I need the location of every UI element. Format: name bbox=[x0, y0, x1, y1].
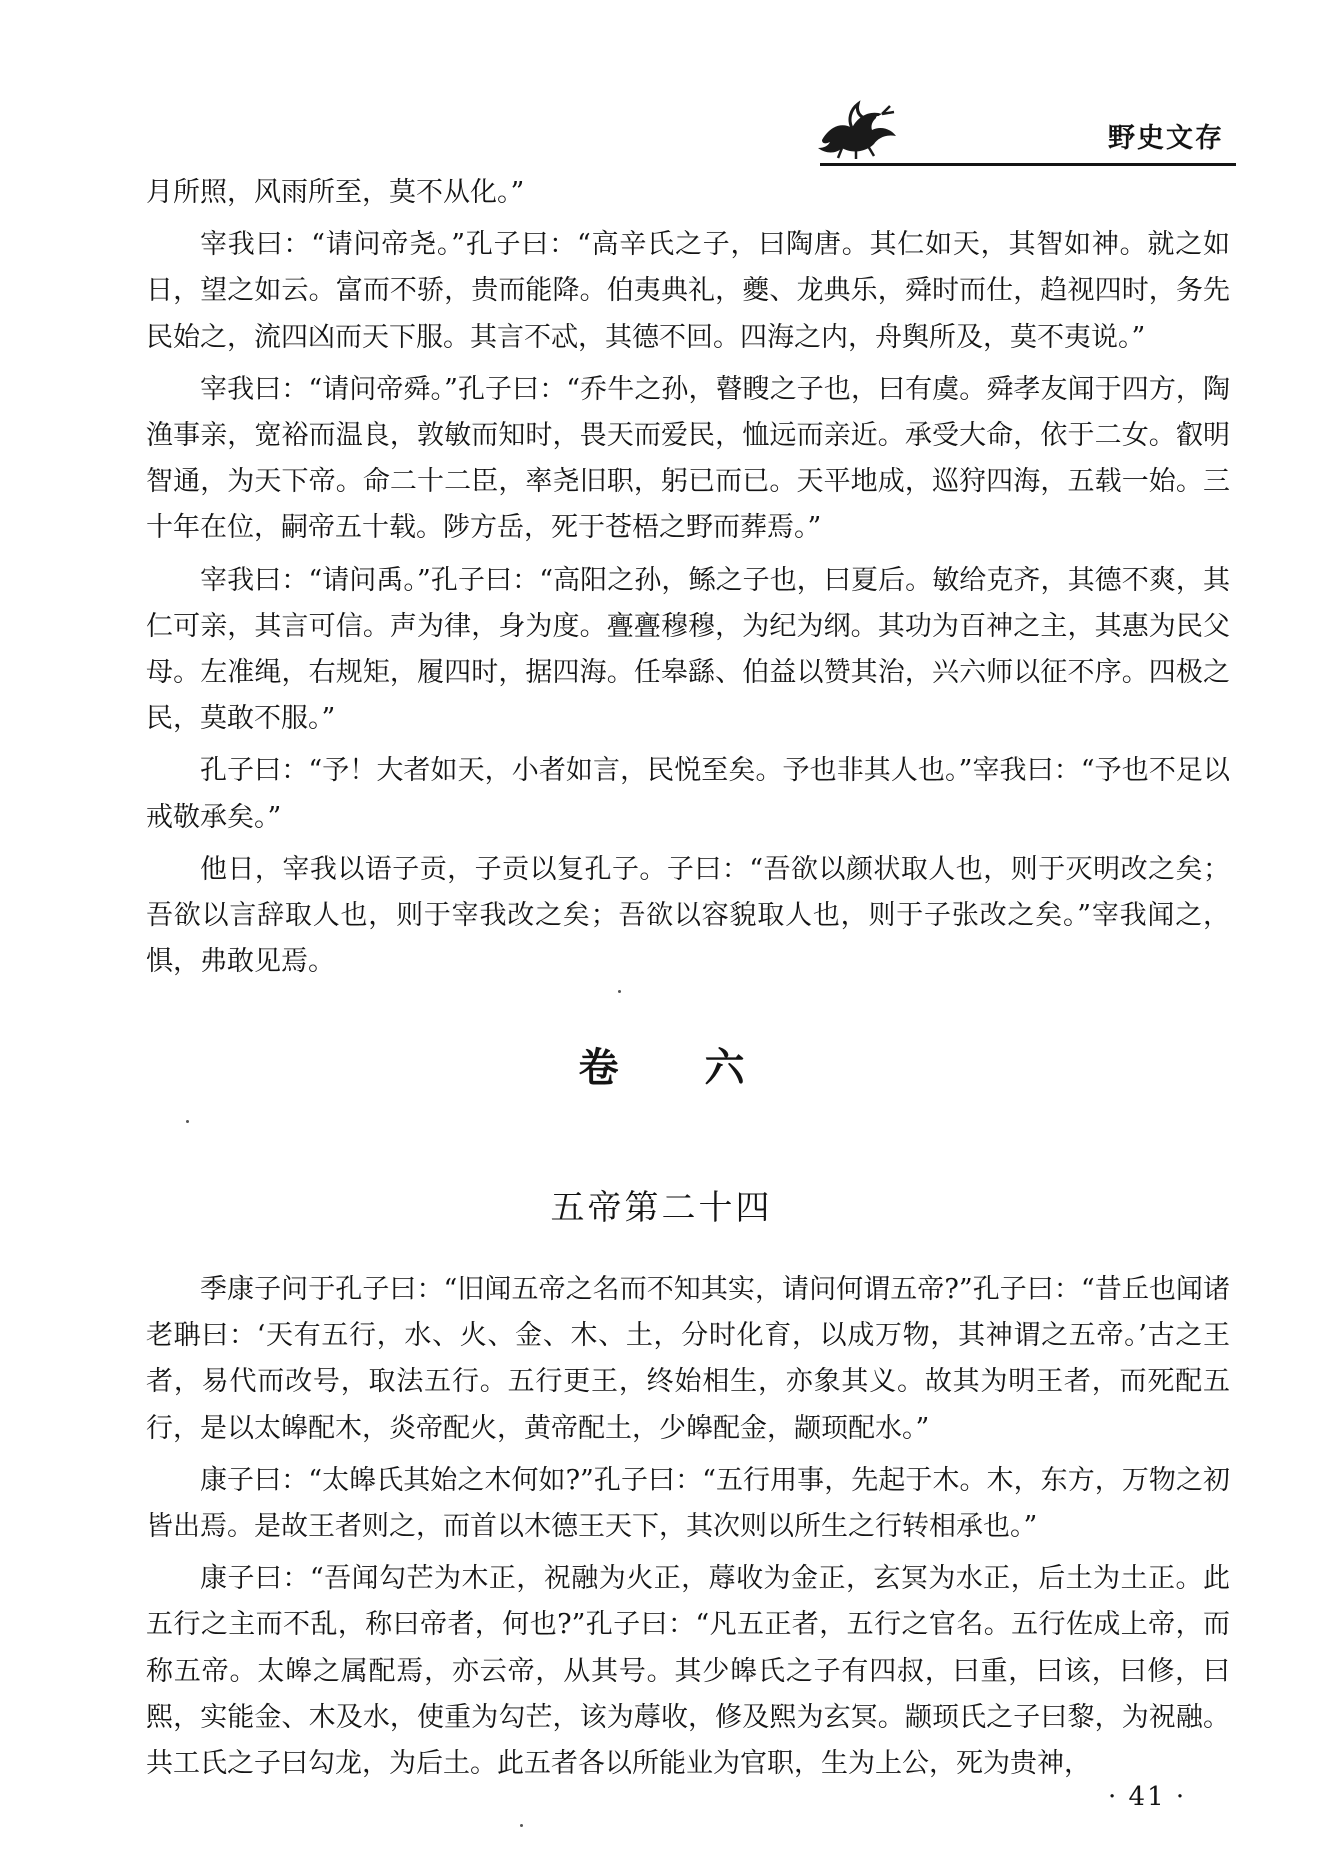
series-title: 野史文存 bbox=[1108, 123, 1224, 154]
paragraph: 宰我曰：“请问帝舜。”孔子曰：“乔牛之孙，瞽瞍之子也，曰有虞。舜孝友闻于四方，陶渔事亲，宽裕而温良，敦敏而知时，畏天而爱民，恤远而亲近。承受大命，依于二女。叡明智通，为天下帝。命二十二臣，率尧旧职，躬已而已。天平地成，巡狩四海，五载一始。三十年在位，嗣帝五十载。陟方岳，死于苍梧之野而葬焉。” bbox=[146, 373, 1230, 544]
chapter-title: 五帝第二十四 bbox=[550, 1188, 773, 1228]
text-block-upper bbox=[146, 170, 1230, 985]
volume-title: 卷 六 bbox=[578, 1045, 781, 1091]
page-header bbox=[0, 0, 1323, 170]
paragraph: 宰我曰：“请问禹。”孔子曰：“高阳之孙，鲧之子也，曰夏后。敏给克齐，其德不爽，其仁可亲，其言可信。声为律，身为度。亹亹穆穆，为纪为纲。其功为百神之主，其惠为民父母。左准绳，右规矩，履四时，据四海。任皋繇、伯益以赞其治，兴六师以征不序。四极之民，莫敢不服。” bbox=[146, 564, 1230, 735]
paragraph: 宰我曰：“请问帝尧。”孔子曰：“高辛氏之子，曰陶唐。其仁如天，其智如神。就之如日，望之如云。富而不骄，贵而能降。伯夷典礼，夔、龙典乐，舜时而仕，趋视四时，务先民始之，流四凶而天下服。其言不忒，其德不回。四海之内，舟舆所及，莫不夷说。” bbox=[146, 229, 1230, 353]
scan-speck bbox=[618, 990, 621, 993]
paragraph: 月所照，风雨所至，莫不从化。” bbox=[146, 177, 525, 208]
page-number: · 41 · bbox=[1108, 1782, 1187, 1812]
text-block-lower bbox=[146, 1267, 1230, 1787]
scan-speck bbox=[186, 1120, 189, 1123]
paragraph: 康子曰：“太皞氏其始之木何如?”孔子曰：“五行用事，先起于木。木，东方，万物之初皆出焉。是故王者则之，而首以木德王天下，其次则以所生之行转相承也。” bbox=[146, 1464, 1230, 1543]
dragon-icon bbox=[812, 96, 900, 160]
paragraph: 他日，宰我以语子贡，子贡以复孔子。子曰：“吾欲以颜状取人也，则于灭明改之矣；吾欲以言辞取人也，则于宰我改之矣；吾欲以容貌取人也，则于子张改之矣。”宰我闻之，惧，弗敢见焉。 bbox=[146, 853, 1230, 978]
paragraph: 康子曰：“吾闻勾芒为木正，祝融为火正，蓐收为金正，玄冥为水正，后土为土正。此五行之主而不乱，称曰帝者，何也?”孔子曰：“凡五正者，五行之官名。五行佐成上帝，而称五帝。太皞之属配焉，亦云帝，从其号。其少皞氏之子有四叔，曰重，曰该，曰修，曰熙，实能金、木及水，使重为勾芒，该为蓐收，修及熙为玄冥。颛顼氏之子曰黎，为祝融。共工氏之子曰勾龙，为后土。此五者各以所能业为官职，生为上公，死为贵神， bbox=[146, 1563, 1230, 1780]
scan-speck bbox=[520, 1824, 523, 1827]
paragraph: 季康子问于孔子曰：“旧闻五帝之名而不知其实，请问何谓五帝?”孔子曰：“昔丘也闻诸老聃曰：‘天有五行，水、火、金、木、土，分时化育，以成万物，其神谓之五帝。’古之王者，易代而改号，取法五行。五行更王，终始相生，亦象其义。故其为明王者，而死配五行，是以太皞配木，炎帝配火，黄帝配土，少皞配金，颛顼配水。” bbox=[146, 1274, 1230, 1444]
paragraph: 孔子曰：“予！大者如天，小者如言，民悦至矣。予也非其人也。”宰我曰：“予也不足以戒敬承矣。” bbox=[146, 755, 1230, 833]
header-rule bbox=[820, 163, 1236, 166]
